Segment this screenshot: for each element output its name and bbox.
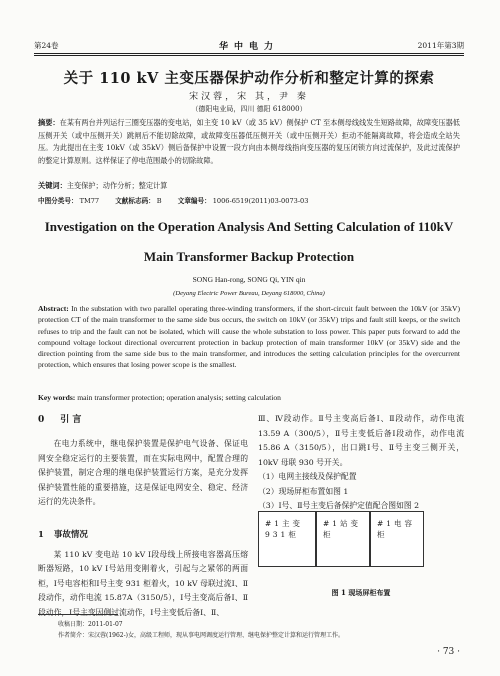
list-item: （1）电网主接线及保护配置 — [258, 472, 357, 481]
section-0-title: 引 言 — [60, 415, 82, 425]
keywords-en-text: main transformer protection; operation analysis; setting calculation — [77, 393, 281, 402]
volume-label: 第24卷 — [34, 41, 59, 50]
abstract-en-label: Abstract: — [38, 304, 69, 313]
figure-1 — [258, 508, 464, 578]
classification-line — [38, 195, 460, 205]
cabinet-capacitor — [370, 511, 424, 567]
doc-code: 文献标志码： B — [115, 197, 162, 205]
list-item: （3）Ⅰ号、Ⅱ号主变后备保护定值配合图如图 2 — [258, 501, 420, 510]
keywords-en-label: Key words: — [38, 393, 76, 402]
section-1-heading — [38, 528, 248, 540]
footnote-rule — [38, 614, 118, 615]
section-1-paragraph: 某 110 kV 变电站 10 kV Ⅰ段母线上所接电容器高压熔断器短路，10 kV Ⅰ号站用变刚着火，引起与之紧邻的两面柜，Ⅰ号电容柜和Ⅰ号主变 931 柜着火，10 kV 母联过流Ⅰ、Ⅱ段动作，动作电流 15.87A（3150/5），Ⅰ号主变高后备Ⅰ、Ⅱ段动作，Ⅰ号主变因侧过流动作，Ⅰ号主变低后备Ⅰ、Ⅱ、 — [38, 549, 248, 617]
keywords-cn-label: 关键词： — [38, 181, 67, 190]
header-rule-thin — [34, 55, 464, 56]
keywords-cn — [38, 181, 460, 191]
journal-name: 华中电力 — [218, 42, 279, 52]
right-column — [258, 412, 464, 514]
header-rule — [34, 53, 464, 54]
abstract-cn-text: 在某有两台并列运行三圈变压器的变电站，如主变 10 kV（或 35 kV）侧保护 CT 至本侧母线线发生短路故障，故障变压器低压侧开关（或中压侧开关）跳闸后不能切除故障，或故障变压器低压侧开关（或中压侧开关）拒动不能隔离故障，将会造成全站失压。为此提出在主变 10kV（或 35kV）侧后备保护中设置一段方向由本侧母线指向变压器的复压闭锁方向过流保护，及此过流保护的整定计算原则。这样保证了停电范围最小的切除故障。 — [38, 118, 460, 165]
footnote-received: 收稿日期：2011-01-07 — [58, 621, 123, 628]
right-column-paragraph: Ⅲ、Ⅳ段动作。Ⅱ号主变高后备Ⅰ、Ⅱ段动作，动作电流 13.59 A（300/5），Ⅱ号主变低后备Ⅰ段动作，动作电流 15.86 A（3150/5），出口跳Ⅰ号、Ⅱ号主变三侧开关，10kV 母联 930 号开关。 — [258, 414, 464, 467]
keywords-cn-text: 主变保护；动作分析；整定计算 — [66, 181, 168, 190]
cabinet-label: #1站变柜 — [323, 519, 362, 539]
list-item: （2）现场屏柜布置如图 1 — [258, 486, 349, 496]
left-column — [38, 412, 248, 620]
clc-code: 中图分类号： TM77 — [38, 197, 100, 205]
running-header — [34, 40, 464, 54]
authors-cn: 宋汉蓉，宋 其，尹 秦 — [189, 92, 309, 102]
footnote-author-bio: 作者简介：宋汉蓉(1962-)女，高级工程师，现从事电网调度运行管理、继电保护整定计算和运行管理工作。 — [58, 632, 344, 639]
abstract-en-text: In the substation with two parallel operating three-winding transformers, if the short-circuit fault between the 10kV (or 35kV) protection CT of the main transformer to the same side bus occurs, the switch on 10kV (or 35kV) trips and fault still keeps, or the switch refuses to trip and the fault can not be isolated, which will cause the whole substation to loss power. This paper puts forward to add the compound voltage lockout directional overcurrent protection in backup protection of main transformer 10kV (or 35kV) side and the direction pointing from the same side bus to the main transformer, and introduces the setting calculation principles for the overcurrent protection, which ensures that losing power scope is the smallest. — [38, 304, 460, 370]
page-number: · 73 · — [437, 647, 460, 657]
issue-label: 2011年第3期 — [417, 41, 464, 50]
section-1-number: 1 — [38, 529, 44, 540]
paper-title-cn: 关于 110 kV 主变压器保护动作分析和整定计算的探索 — [63, 70, 435, 87]
article-id: 文章编号： 1006-6519(2011)03-0073-03 — [177, 197, 309, 205]
figure-1-caption: 图 1 现场屏柜布置 — [331, 588, 391, 597]
keywords-en — [38, 393, 460, 402]
abstract-en — [38, 303, 460, 371]
abstract-cn-label: 摘要： — [38, 118, 60, 127]
cabinet-label-line1: #1主变 — [265, 519, 304, 528]
affiliation-cn: （德阳电业局，四川 德阳 618000） — [191, 105, 307, 113]
item-list — [258, 470, 464, 514]
section-0-number: 0 — [38, 415, 45, 425]
affiliation-en: (Deyang Electric Power Bureau, Deyang 618000, China) — [173, 290, 325, 297]
section-0-heading — [38, 412, 248, 425]
section-0-paragraph: 在电力系统中，继电保护装置是保护电气设备、保证电网安全稳定运行的主要装置，而在实际电网中，配置合理的保护装置，制定合理的继电保护装置运行方案，是充分发挥保护装置性能的重要措施，这是保证电网安全、稳定、经济运行的先决条件。 — [38, 439, 248, 506]
cabinet-transformer-931 — [258, 511, 316, 567]
cabinet-label-line2: 931柜 — [265, 530, 299, 539]
authors-en: SONG Han-rong, SONG Qi, YIN qin — [192, 275, 306, 284]
paper-title-en: Investigation on the Operation Analysis And Setting Calculation of 110kV Main Transformer Backup Protection — [44, 219, 454, 264]
cabinet-station-transformer — [316, 511, 370, 567]
abstract-cn — [38, 117, 460, 167]
cabinet-label: #1电容柜 — [377, 519, 416, 539]
section-1-title: 事故情况 — [53, 529, 88, 540]
